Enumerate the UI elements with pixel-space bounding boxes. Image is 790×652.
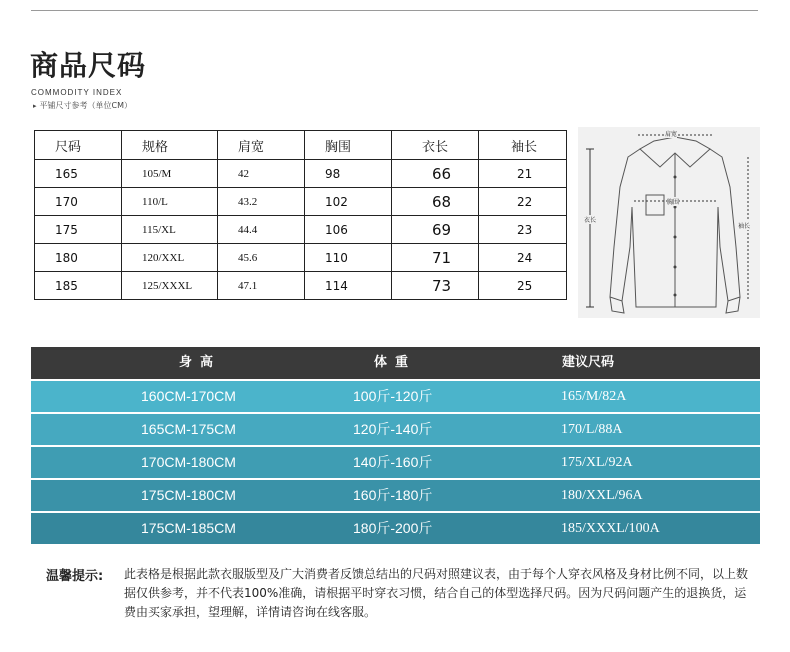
label-length: 衣长 — [584, 217, 597, 224]
weight-cell: 120斤-140斤 — [353, 421, 433, 437]
size-cell: 170/L/88A — [561, 422, 623, 437]
height-cell: 170CM-180CM — [141, 454, 236, 470]
cell: 110 — [305, 244, 392, 272]
cell: 45.6 — [218, 244, 305, 272]
table-row — [31, 513, 760, 544]
cell: 42 — [218, 160, 305, 188]
table-row — [35, 216, 567, 244]
header-height: 身高 — [179, 355, 222, 370]
table-row — [35, 188, 567, 216]
header-weight: 体重 — [374, 355, 417, 370]
cell: 73 — [392, 272, 479, 300]
cell: 180 — [35, 244, 122, 272]
table-row — [35, 272, 567, 300]
unit-note-text: 平铺尺寸参考（单位CM） — [39, 101, 133, 110]
header-cell: 规格 — [122, 131, 218, 160]
shirt-diagram-graphic — [578, 127, 760, 318]
size-cell: 175/XL/92A — [561, 455, 633, 470]
size-cell: 185/XXXL/100A — [561, 521, 660, 536]
cell: 66 — [392, 160, 479, 188]
table-row — [31, 414, 760, 445]
page-title: 商品尺码 — [30, 49, 147, 82]
header-cell: 尺码 — [35, 131, 122, 160]
tip-text: 此表格是根据此款衣服版型及广大消费者反馈总结出的尺码对照建议表，由于每个人穿衣风格及身材比例不同，以上数据仅供参考，并不代表100%准确，请根据平时穿衣习惯，结合自己的体型选择尺码。因为尺码问题产生的退换货，运费由买家承担，望理解，详情请咨询在线客服。 — [124, 567, 749, 619]
cell: 98 — [305, 160, 392, 188]
cell: 44.4 — [218, 216, 305, 244]
header-suggested-size: 建议尺码 — [562, 355, 615, 370]
recommendation-header-row — [31, 347, 760, 379]
header-cell: 胸围 — [305, 131, 392, 160]
cell: 110/L — [122, 188, 218, 216]
cell: 115/XL — [122, 216, 218, 244]
weight-cell: 180斤-200斤 — [353, 520, 433, 536]
cell: 68 — [392, 188, 479, 216]
page-subtitle: COMMODITY INDEX — [31, 88, 123, 97]
cell: 114 — [305, 272, 392, 300]
cell: 43.2 — [218, 188, 305, 216]
cell: 25 — [479, 272, 567, 300]
cell: 175 — [35, 216, 122, 244]
cell: 106 — [305, 216, 392, 244]
cell: 185 — [35, 272, 122, 300]
weight-cell: 100斤-120斤 — [353, 388, 433, 404]
table-row — [31, 447, 760, 478]
size-table-header-row — [35, 131, 567, 160]
weight-cell: 140斤-160斤 — [353, 454, 433, 470]
header-cell: 衣长 — [392, 131, 479, 160]
weight-cell: 160斤-180斤 — [353, 487, 433, 503]
cell: 47.1 — [218, 272, 305, 300]
cell: 165 — [35, 160, 122, 188]
table-row — [31, 381, 760, 412]
label-chest: 胸围 — [667, 199, 680, 206]
height-cell: 160CM-170CM — [141, 388, 236, 404]
size-cell: 180/XXL/96A — [561, 488, 643, 503]
label-sleeve: 袖长 — [738, 223, 751, 230]
table-row — [31, 480, 760, 511]
cell: 105/M — [122, 160, 218, 188]
cell: 170 — [35, 188, 122, 216]
triangle-bullet-icon: ▸ — [33, 102, 37, 110]
top-divider — [31, 10, 758, 11]
size-recommendation-table — [31, 347, 760, 544]
table-row — [35, 160, 567, 188]
cell: 24 — [479, 244, 567, 272]
cell: 120/XXL — [122, 244, 218, 272]
cell: 71 — [392, 244, 479, 272]
unit-note — [33, 100, 132, 111]
tip-label: 温馨提示: — [46, 569, 104, 584]
size-table — [34, 130, 567, 300]
height-cell: 165CM-175CM — [141, 421, 236, 437]
cell: 22 — [479, 188, 567, 216]
header-cell: 肩宽 — [218, 131, 305, 160]
cell: 23 — [479, 216, 567, 244]
cell: 125/XXXL — [122, 272, 218, 300]
shirt-measurement-diagram — [578, 127, 760, 318]
size-cell: 165/M/82A — [561, 389, 627, 404]
cell: 102 — [305, 188, 392, 216]
label-shoulder: 肩宽 — [665, 131, 678, 138]
table-row — [35, 244, 567, 272]
cell: 69 — [392, 216, 479, 244]
height-cell: 175CM-180CM — [141, 487, 236, 503]
height-cell: 175CM-185CM — [141, 520, 236, 536]
header-cell: 袖长 — [479, 131, 567, 160]
cell: 21 — [479, 160, 567, 188]
